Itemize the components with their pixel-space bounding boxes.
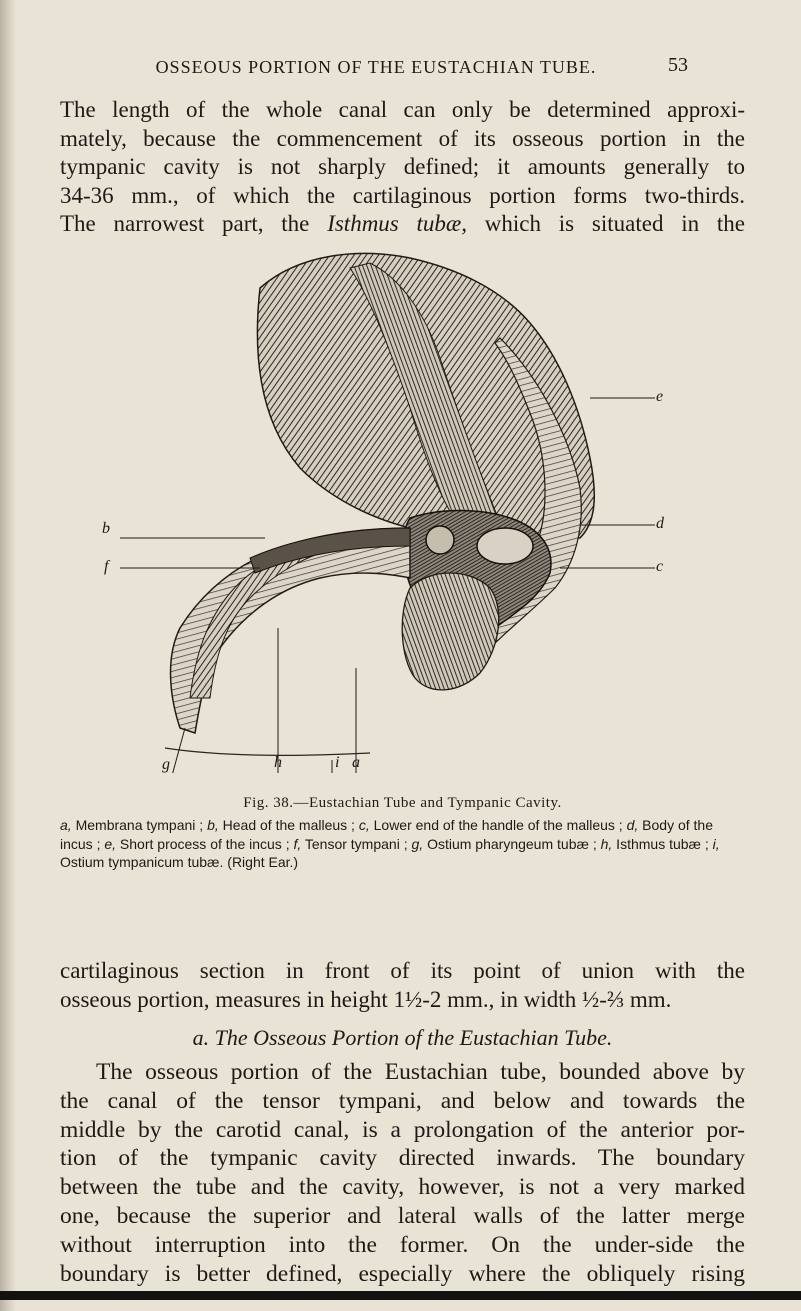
fig-label-h: h xyxy=(274,754,282,771)
text-line: The length of the whole canal can only be determined approxi- xyxy=(60,97,745,122)
legend-entry xyxy=(412,836,601,852)
legend-key: c, xyxy=(358,817,370,833)
figure-eustachian-tube xyxy=(102,228,670,773)
isthmus-term: Isthmus tubæ, xyxy=(327,211,468,236)
page-binding-shadow xyxy=(0,0,16,1311)
text-line: tion of the tympanic cavity directed inwards. The boundary xyxy=(60,1145,745,1172)
fig-label-e: e xyxy=(656,388,664,405)
figure-caption-legend xyxy=(60,816,745,872)
legend-text: Membrana tympani ; xyxy=(71,817,208,833)
fig-label-b: b xyxy=(102,520,110,537)
legend-text: Tensor tympani ; xyxy=(301,835,412,852)
fig-label-a: a xyxy=(352,754,360,771)
legend-key: e, xyxy=(104,835,117,852)
fig-label-c: c xyxy=(656,558,664,575)
legend-key: i, xyxy=(712,835,720,852)
fig-label-i: i xyxy=(335,754,340,771)
legend-key: h, xyxy=(600,835,613,852)
legend-key: d, xyxy=(626,817,639,833)
paragraph-cartilaginous xyxy=(60,957,745,1014)
text-line: middle by the carotid canal, is a prolongation of the anterior por- xyxy=(60,1116,745,1143)
figure-caption-title: Fig. 38.—Eustachian Tube and Tympanic Cavity. xyxy=(243,795,562,811)
legend-entry xyxy=(359,817,627,833)
incus-body xyxy=(477,528,533,564)
page-bottom-edge xyxy=(0,1291,801,1300)
text-line: one, because the superior and lateral walls of the latter merge xyxy=(60,1202,745,1229)
legend-key: b, xyxy=(207,817,219,833)
width-measure: ½-⅔ xyxy=(581,986,625,1012)
section-heading: a. The Osseous Portion of the Eustachian Tube. xyxy=(192,1025,613,1050)
legend-entry xyxy=(60,817,207,833)
text-line: boundary is better defined, especially where the obliquely rising xyxy=(60,1260,745,1287)
legend-text: Ostium pharyngeum tubæ ; xyxy=(423,835,601,852)
text-line: osseous portion, measures in height 1½-2 mm., in width ½-⅔ mm. xyxy=(60,986,672,1012)
fig-label-f: f xyxy=(104,558,109,575)
legend-entry xyxy=(601,836,713,852)
height-measure: 1½-2 xyxy=(393,986,442,1012)
text-line: between the tube and the cavity, however, is not a very marked xyxy=(60,1174,745,1201)
running-header xyxy=(0,52,801,82)
legend-text: Ostium tympanicum tubæ. xyxy=(60,854,228,870)
running-title: OSSEOUS PORTION OF THE EUSTACHIAN TUBE. xyxy=(155,57,597,77)
legend-entry xyxy=(293,836,411,852)
legend-entry xyxy=(104,836,293,852)
text-line: The narrowest part, the Isthmus tubæ, which is situated in the xyxy=(60,211,745,236)
text-line: mately, because the commencement of its osseous portion in the xyxy=(60,125,745,151)
anatomical-engraving xyxy=(110,228,670,773)
legend-entry xyxy=(207,817,359,833)
legend-key: g, xyxy=(411,835,424,852)
paragraph-osseous xyxy=(60,1058,745,1288)
legend-text: Head of the malleus ; xyxy=(218,817,359,833)
legend-text: Lower end of the handle of the malleus ; xyxy=(369,817,627,833)
page-number: 53 xyxy=(668,54,688,76)
legend-text: Short process of the incus ; xyxy=(116,835,294,852)
text-line: 34-36 mm., of which the cartilaginous portion forms two-thirds. xyxy=(60,182,745,208)
text-line: the canal of the tensor tympani, and below and towards the xyxy=(60,1087,745,1114)
legend-key: f, xyxy=(293,835,302,852)
text-line: The osseous portion of the Eustachian tube, bounded above by xyxy=(96,1059,745,1085)
legend-key: a, xyxy=(60,817,72,833)
text-line: without interruption into the former. On the under-side the xyxy=(60,1231,745,1258)
text-line: cartilaginous section in front of its point of union with the xyxy=(60,958,745,983)
fig-label-d: d xyxy=(656,515,664,532)
legend-text: Body of the incus ; xyxy=(60,817,713,852)
fig-label-g: g xyxy=(162,756,170,773)
paragraph-intro xyxy=(60,96,745,239)
text-line: tympanic cavity is not sharply defined; it amounts generally to xyxy=(60,154,745,179)
lower-tympanic-mass xyxy=(402,573,499,690)
malleus-head xyxy=(426,526,454,554)
legend-note: (Right Ear.) xyxy=(227,854,299,870)
legend-text: Isthmus tubæ ; xyxy=(612,835,713,852)
